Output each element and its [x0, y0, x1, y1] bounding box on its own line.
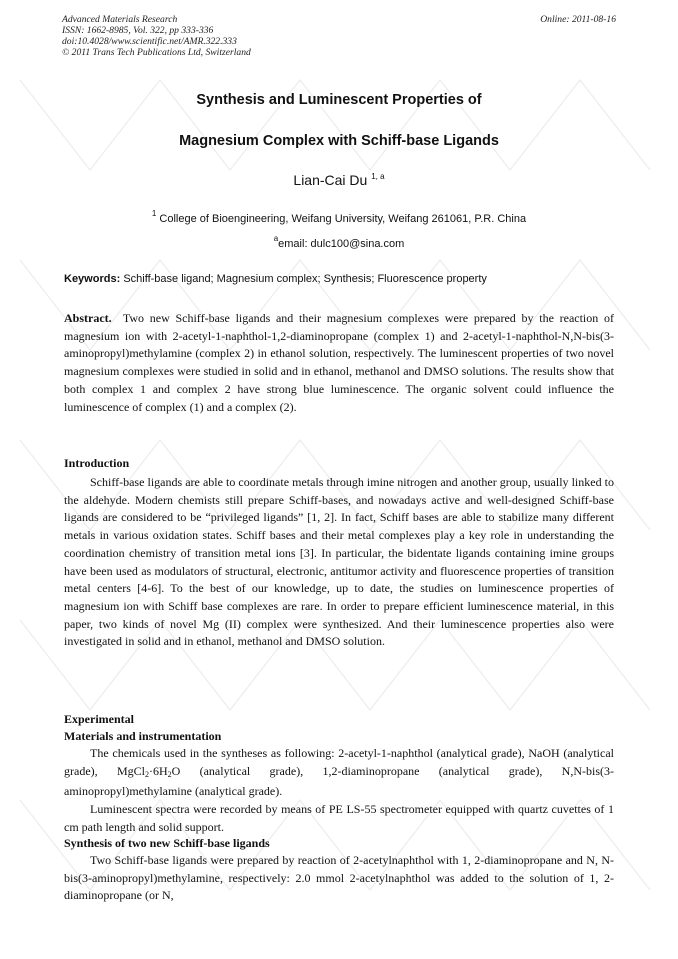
journal-issn: ISSN: 1662-8985, Vol. 322, pp 333-336 — [62, 25, 214, 36]
keywords-text: Schiff-base ligand; Magnesium complex; Synthesis; Fluorescence property — [123, 273, 487, 285]
journal-doi: doi:10.4028/www.scientific.net/AMR.322.333 — [62, 36, 237, 47]
materials-p1-part-b: ·6H — [148, 763, 168, 778]
email-text: email: dulc100@sina.com — [278, 238, 405, 250]
materials-p1-sub-2: 2 — [167, 769, 172, 779]
materials-paragraph-2: Luminescent spectra were recorded by means of PE LS-55 spectrometer equipped with quartz cuvettes of 1 cm path length and solid support. — [64, 802, 614, 834]
introduction-paragraph: Schiff-base ligands are able to coordinate metals through imine nitrogen and another group, usually linked to the aldehyde. Modern chemists still prepare Schiff-bases, and nowadays active and well-designed Schiff-base ligands are considered to be “privileged ligands” [1, 2]. In fact, Schiff bases are able to stabilize many different metals in various oxidation states. Schiff bases and their metal complexes play a key role in understanding the coordination chemistry of transition metal ions [3]. In particular, the bidentate ligands containing imine groups have been used as modulators of structural, electronic, antitumor activity and fluorescence properties of transition metal centers [4-6]. To the best of our knowledge, up to date, the studies on luminescence properties of magnesium ion with Schiff base complexes are rare. In order to prepare efficient luminescence material, in this paper, two kinds of novel Mg (II) complex were synthesized. And their luminescence properties also were investigated in solid and in ethanol, methanol and DMSO solution. — [64, 475, 614, 649]
materials-p1-part-c: O (analytical grade), 1,2-diaminopropane (analytical grade), N,N-bis(3-aminopropyl)methylamine (analytical grade). — [64, 763, 615, 799]
paper-title-line2: Magnesium Complex with Schiff-base Ligands — [179, 133, 499, 149]
experimental-heading: Experimental — [64, 712, 134, 726]
email — [0, 234, 678, 250]
author — [0, 172, 678, 188]
introduction-body — [64, 474, 614, 651]
email-sup: a — [273, 234, 279, 243]
abstract — [64, 310, 614, 416]
materials-p1-part-a: The chemicals used in the syntheses as following: 2-acetyl-1-naphthol (analytical grade), NaOH (analytical grade), MgCl — [64, 746, 614, 778]
materials-body — [64, 745, 614, 837]
journal-name: Advanced Materials Research — [62, 14, 178, 25]
author-name: Lian-Cai Du — [293, 172, 368, 188]
paper-title-line1: Synthesis and Luminescent Properties of — [196, 92, 482, 108]
materials-paragraph-1 — [64, 745, 614, 801]
author-sup: 1, a — [371, 172, 385, 181]
abstract-text: Two new Schiff-base ligands and their magnesium complexes were prepared by the reaction of magnesium ion with 2-acetyl-1-naphthol-1,2-diaminopropane (complex 1) and 2-acetyl-1-naphthol-N,N-bis(3-aminopropyl)methylamine (complex 2) in ethanol solution, respectively. The luminescent properties of two novel magnesium complexes were studied in solid and in ethanol, methanol and DMSO solutions. The results show that both complex 1 and complex 2 have strong blue luminescence. The organic solvent could influence the luminescence of complex (1) and a complex (2). — [64, 311, 614, 414]
synthesis-paragraph: Two Schiff-base ligands were prepared by reaction of 2-acetylnaphthol with 1, 2-diaminopropane and N, N-bis(3-aminopropyl)methylamine, respectively: 2.0 mmol 2-acetylnaphthol was added to the solution of 1, 2-diaminopropane (or N, — [64, 853, 614, 903]
keywords-label: Keywords: — [64, 273, 121, 285]
affiliation — [0, 209, 678, 225]
abstract-label: Abstract. — [64, 311, 112, 325]
synthesis-heading: Synthesis of two new Schiff-base ligands — [64, 836, 270, 850]
keywords — [64, 273, 616, 285]
journal-header — [62, 14, 251, 58]
online-date: Online: 2011-08-16 — [540, 14, 616, 25]
materials-heading: Materials and instrumentation — [64, 729, 222, 743]
materials-p1-sub-1: 2 — [144, 769, 149, 779]
affiliation-text: College of Bioengineering, Weifang University, Weifang 261061, P.R. China — [159, 213, 527, 225]
synthesis-body — [64, 852, 614, 905]
journal-copyright: © 2011 Trans Tech Publications Ltd, Switzerland — [62, 47, 251, 58]
introduction-heading: Introduction — [64, 456, 130, 470]
affiliation-sup: 1 — [151, 209, 157, 218]
